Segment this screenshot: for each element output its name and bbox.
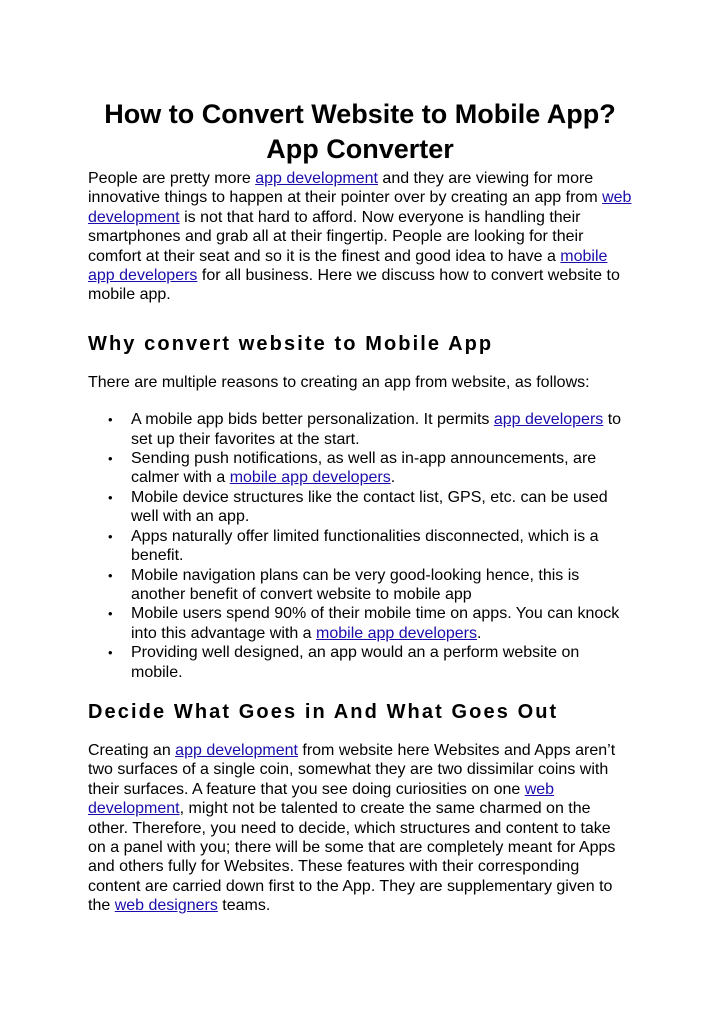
list-item-text: Mobile device structures like the contact list, GPS, etc. can be used well with an app. [131,488,608,526]
list-item [108,488,632,527]
bullet-icon: • [108,606,113,622]
intro-text-3: is not that hard to afford. Now everyone is handling their smartphones and grab all at their fingertip. People are looking for their comfort at their seat and so it is the finest and good idea to have a [88,208,584,265]
mobile-app-developers-link[interactable]: mobile app developers [229,469,391,487]
bullet-icon: • [108,489,113,505]
list-item-text: A mobile app bids better personalization. It permits [131,411,494,429]
web-designers-link[interactable]: web designers [114,897,218,915]
mobile-app-developers-link[interactable]: mobile app developers [316,624,478,642]
list-item [108,449,632,488]
decide-text-3: , might not be talented to create the same charmed on the other. Therefore, you need to decide, which structures and content to take on a panel with you; there will be some that are completely meant for Apps and others fully for Websites. These features with their corresponding content are carried down first to the App. They are supplementary given to the [88,800,616,915]
section-heading-decide: Decide What Goes in And What Goes Out [88,700,559,723]
list-item [108,566,632,605]
bullet-icon: • [108,451,113,467]
bullet-icon: • [108,528,113,544]
list-item-text: Mobile navigation plans can be very good-looking hence, this is another benefit of convert website to mobile app [131,566,580,603]
decide-paragraph [88,741,632,916]
bullet-icon: • [108,567,113,583]
list-item [108,410,632,449]
reasons-list [88,410,632,682]
list-item-text: . [390,469,396,487]
intro-text-2: and they are viewing for more innovative things to happen at their pointer over by creating an app from [88,170,603,207]
bullet-icon: • [108,645,113,661]
intro-text-4: for all business. Here we discuss how to convert website to mobile app. [88,267,620,304]
intro-paragraph [88,169,632,305]
page-title: How to Convert Website to Mobile App? App Converter [104,99,616,164]
app-development-link[interactable]: app development [175,741,298,759]
mobile-app-developers-link[interactable]: mobile app developers [88,247,608,285]
list-item [108,604,632,643]
web-development-link[interactable]: web development [88,189,632,226]
list-item-text: Providing well designed, an app would an a perform website on mobile. [131,644,580,681]
app-development-link[interactable]: app development [255,170,378,187]
decide-text-1: Creating an [88,741,176,759]
web-development-link[interactable]: web development [88,780,555,818]
list-item [108,527,632,566]
section-heading-why: Why convert website to Mobile App [88,332,494,355]
app-developers-link[interactable]: app developers [493,411,604,429]
list-item-text: Apps naturally offer limited functionalities disconnected, which is a benefit. [131,527,599,565]
list-item-text: Sending push notifications, as well as in-app announcements, are calmer with a [131,450,597,487]
list-item-text: . [477,624,482,642]
why-intro-paragraph: There are multiple reasons to creating an app from website, as follows: [88,373,590,391]
decide-text-4: teams. [217,897,271,915]
list-item-text: Mobile users spend 90% of their mobile time on apps. You can knock into this advantage with a [131,605,620,642]
intro-text-1: People are pretty more [88,170,256,187]
decide-text-2: from website here Websites and Apps aren’t two surfaces of a single coin, somewhat they are two dissimilar coins with their surfaces. A feature that you see doing curiosities on one [88,741,616,798]
list-item [108,643,632,682]
bullet-icon: • [108,412,113,428]
list-item-text: to set up their favorites at the start. [131,411,622,448]
